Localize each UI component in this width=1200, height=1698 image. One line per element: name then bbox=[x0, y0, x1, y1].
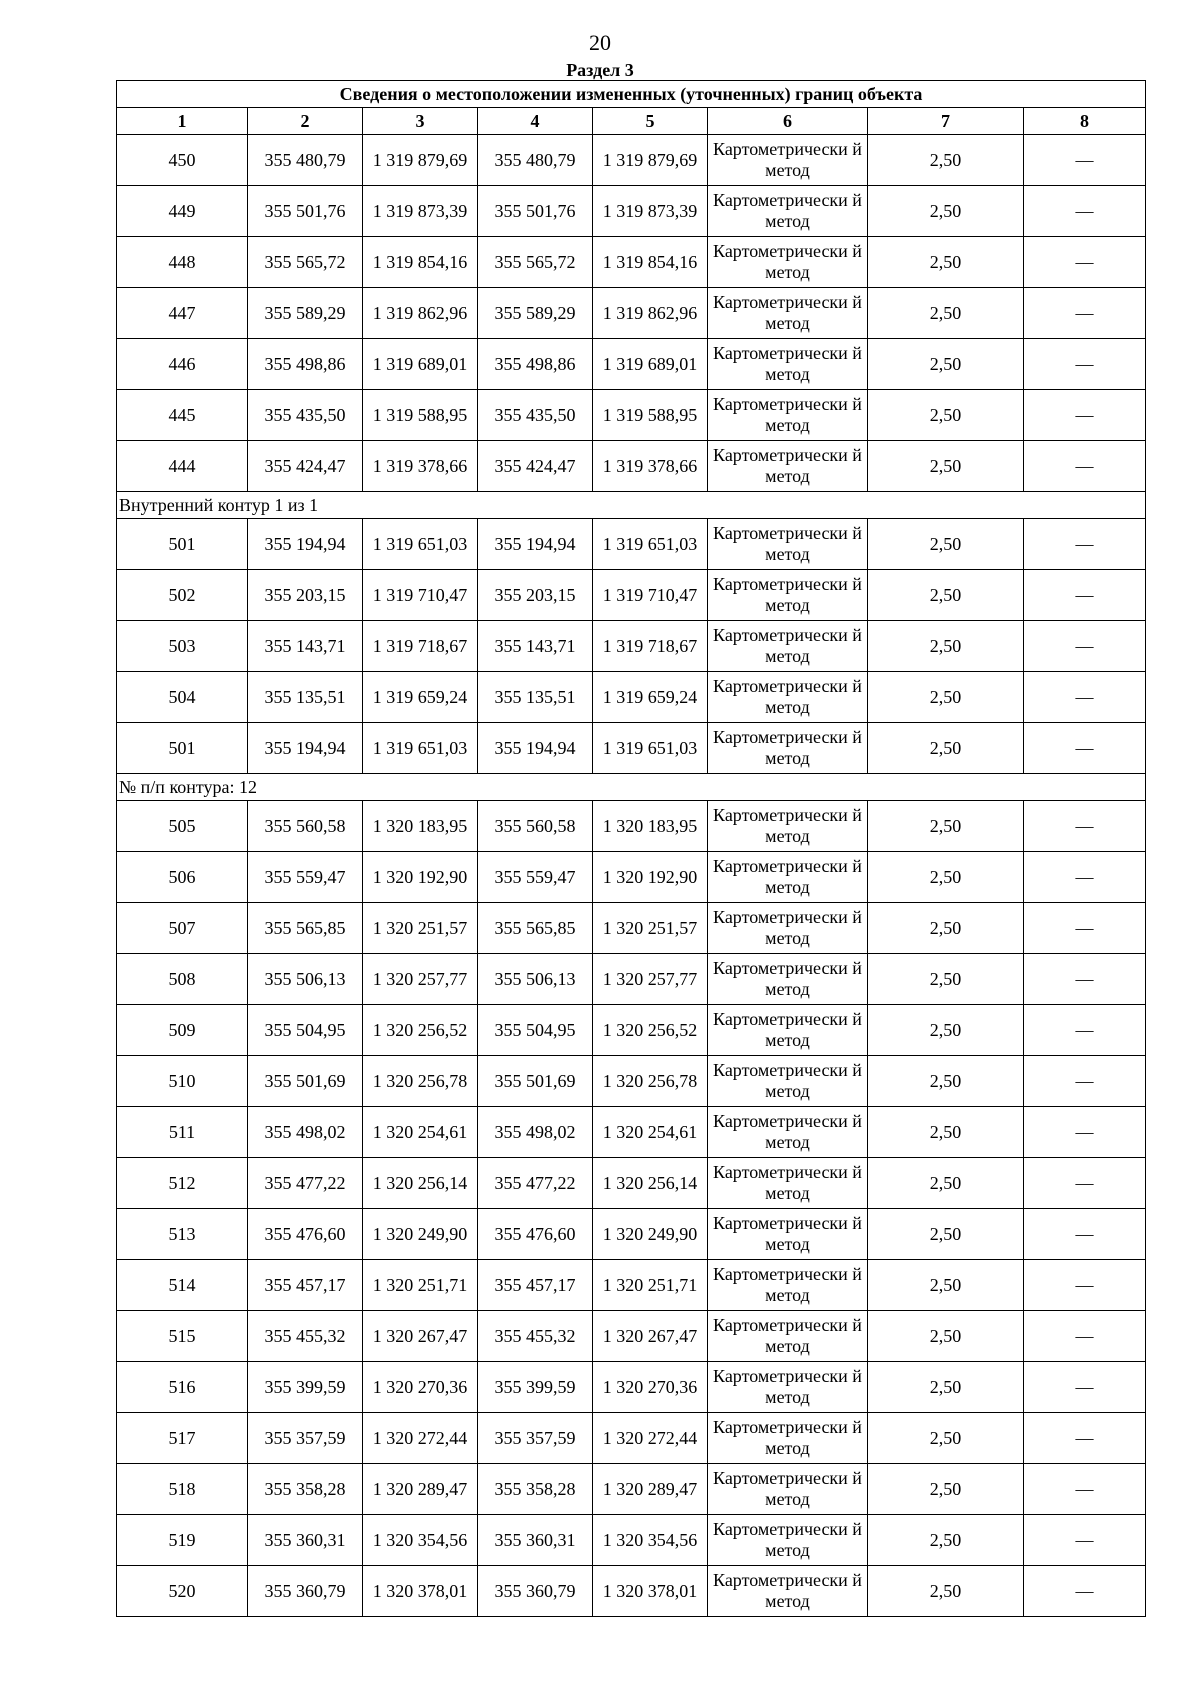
y-new-cell: 1 320 354,56 bbox=[593, 1515, 708, 1566]
point-number-cell: 517 bbox=[117, 1413, 248, 1464]
method-cell: Картометрически й метод bbox=[708, 1056, 868, 1107]
accuracy-cell: 2,50 bbox=[868, 1260, 1024, 1311]
point-number-cell: 448 bbox=[117, 237, 248, 288]
x-new-cell: 355 498,02 bbox=[478, 1107, 593, 1158]
y-existing-cell: 1 320 289,47 bbox=[363, 1464, 478, 1515]
point-number-cell: 518 bbox=[117, 1464, 248, 1515]
description-cell: — bbox=[1024, 1107, 1146, 1158]
y-new-cell: 1 319 659,24 bbox=[593, 672, 708, 723]
description-cell: — bbox=[1024, 570, 1146, 621]
description-cell: — bbox=[1024, 1464, 1146, 1515]
page-number: 20 bbox=[589, 30, 611, 55]
point-number-cell: 519 bbox=[117, 1515, 248, 1566]
table-caption: Сведения о местоположении измененных (уточненных) границ объекта bbox=[117, 81, 1146, 108]
x-existing-cell: 355 559,47 bbox=[248, 852, 363, 903]
description-cell: — bbox=[1024, 801, 1146, 852]
y-new-cell: 1 319 879,69 bbox=[593, 135, 708, 186]
accuracy-cell: 2,50 bbox=[868, 1005, 1024, 1056]
x-new-cell: 355 424,47 bbox=[478, 441, 593, 492]
x-new-cell: 355 506,13 bbox=[478, 954, 593, 1005]
table-row bbox=[117, 570, 1146, 621]
table-row bbox=[117, 672, 1146, 723]
column-number: 7 bbox=[868, 108, 1024, 135]
x-new-cell: 355 501,69 bbox=[478, 1056, 593, 1107]
accuracy-cell: 2,50 bbox=[868, 852, 1024, 903]
x-new-cell: 355 501,76 bbox=[478, 186, 593, 237]
accuracy-cell: 2,50 bbox=[868, 1566, 1024, 1617]
method-cell: Картометрически й метод bbox=[708, 519, 868, 570]
x-new-cell: 355 360,31 bbox=[478, 1515, 593, 1566]
x-new-cell: 355 477,22 bbox=[478, 1158, 593, 1209]
point-number-cell: 507 bbox=[117, 903, 248, 954]
y-existing-cell: 1 320 256,14 bbox=[363, 1158, 478, 1209]
point-number-cell: 511 bbox=[117, 1107, 248, 1158]
x-existing-cell: 355 194,94 bbox=[248, 519, 363, 570]
table-row bbox=[117, 1056, 1146, 1107]
table-row bbox=[117, 237, 1146, 288]
x-existing-cell: 355 135,51 bbox=[248, 672, 363, 723]
x-new-cell: 355 135,51 bbox=[478, 672, 593, 723]
x-new-cell: 355 589,29 bbox=[478, 288, 593, 339]
x-existing-cell: 355 589,29 bbox=[248, 288, 363, 339]
method-cell: Картометрически й метод bbox=[708, 1464, 868, 1515]
accuracy-cell: 2,50 bbox=[868, 1107, 1024, 1158]
point-number-cell: 505 bbox=[117, 801, 248, 852]
x-existing-cell: 355 477,22 bbox=[248, 1158, 363, 1209]
x-new-cell: 355 143,71 bbox=[478, 621, 593, 672]
description-cell: — bbox=[1024, 672, 1146, 723]
method-cell: Картометрически й метод bbox=[708, 1311, 868, 1362]
y-existing-cell: 1 320 256,78 bbox=[363, 1056, 478, 1107]
method-cell: Картометрически й метод bbox=[708, 903, 868, 954]
point-number-cell: 446 bbox=[117, 339, 248, 390]
description-cell: — bbox=[1024, 621, 1146, 672]
table-row bbox=[117, 801, 1146, 852]
description-cell: — bbox=[1024, 441, 1146, 492]
description-cell: — bbox=[1024, 237, 1146, 288]
x-existing-cell: 355 424,47 bbox=[248, 441, 363, 492]
x-new-cell: 355 360,79 bbox=[478, 1566, 593, 1617]
x-new-cell: 355 498,86 bbox=[478, 339, 593, 390]
y-new-cell: 1 319 873,39 bbox=[593, 186, 708, 237]
y-existing-cell: 1 319 651,03 bbox=[363, 519, 478, 570]
accuracy-cell: 2,50 bbox=[868, 186, 1024, 237]
method-cell: Картометрически й метод bbox=[708, 390, 868, 441]
x-new-cell: 355 559,47 bbox=[478, 852, 593, 903]
method-cell: Картометрически й метод bbox=[708, 237, 868, 288]
x-new-cell: 355 457,17 bbox=[478, 1260, 593, 1311]
x-new-cell: 355 194,94 bbox=[478, 723, 593, 774]
y-existing-cell: 1 319 378,66 bbox=[363, 441, 478, 492]
x-existing-cell: 355 194,94 bbox=[248, 723, 363, 774]
method-cell: Картометрически й метод bbox=[708, 1362, 868, 1413]
accuracy-cell: 2,50 bbox=[868, 1158, 1024, 1209]
contour-group-label: № п/п контура: 12 bbox=[117, 774, 1146, 801]
method-cell: Картометрически й метод bbox=[708, 672, 868, 723]
x-new-cell: 355 560,58 bbox=[478, 801, 593, 852]
x-existing-cell: 355 498,86 bbox=[248, 339, 363, 390]
method-cell: Картометрически й метод bbox=[708, 1209, 868, 1260]
description-cell: — bbox=[1024, 135, 1146, 186]
y-existing-cell: 1 320 254,61 bbox=[363, 1107, 478, 1158]
table-row bbox=[117, 723, 1146, 774]
x-new-cell: 355 565,85 bbox=[478, 903, 593, 954]
column-number-row bbox=[117, 108, 1146, 135]
accuracy-cell: 2,50 bbox=[868, 570, 1024, 621]
description-cell: — bbox=[1024, 1209, 1146, 1260]
y-existing-cell: 1 320 249,90 bbox=[363, 1209, 478, 1260]
accuracy-cell: 2,50 bbox=[868, 672, 1024, 723]
method-cell: Картометрически й метод bbox=[708, 1005, 868, 1056]
table-row bbox=[117, 852, 1146, 903]
x-existing-cell: 355 504,95 bbox=[248, 1005, 363, 1056]
table-row bbox=[117, 186, 1146, 237]
table-row bbox=[117, 1362, 1146, 1413]
description-cell: — bbox=[1024, 390, 1146, 441]
table-row bbox=[117, 1311, 1146, 1362]
description-cell: — bbox=[1024, 1515, 1146, 1566]
point-number-cell: 450 bbox=[117, 135, 248, 186]
x-existing-cell: 355 143,71 bbox=[248, 621, 363, 672]
x-new-cell: 355 565,72 bbox=[478, 237, 593, 288]
column-number: 4 bbox=[478, 108, 593, 135]
table-row bbox=[117, 1566, 1146, 1617]
y-new-cell: 1 319 588,95 bbox=[593, 390, 708, 441]
y-existing-cell: 1 320 354,56 bbox=[363, 1515, 478, 1566]
y-existing-cell: 1 320 272,44 bbox=[363, 1413, 478, 1464]
accuracy-cell: 2,50 bbox=[868, 1056, 1024, 1107]
y-new-cell: 1 319 862,96 bbox=[593, 288, 708, 339]
x-existing-cell: 355 360,31 bbox=[248, 1515, 363, 1566]
x-existing-cell: 355 358,28 bbox=[248, 1464, 363, 1515]
x-existing-cell: 355 357,59 bbox=[248, 1413, 363, 1464]
description-cell: — bbox=[1024, 1311, 1146, 1362]
x-existing-cell: 355 565,85 bbox=[248, 903, 363, 954]
y-existing-cell: 1 320 256,52 bbox=[363, 1005, 478, 1056]
accuracy-cell: 2,50 bbox=[868, 237, 1024, 288]
table-row bbox=[117, 1464, 1146, 1515]
y-existing-cell: 1 320 270,36 bbox=[363, 1362, 478, 1413]
accuracy-cell: 2,50 bbox=[868, 1413, 1024, 1464]
accuracy-cell: 2,50 bbox=[868, 135, 1024, 186]
point-number-cell: 449 bbox=[117, 186, 248, 237]
y-new-cell: 1 320 289,47 bbox=[593, 1464, 708, 1515]
method-cell: Картометрически й метод bbox=[708, 852, 868, 903]
x-new-cell: 355 357,59 bbox=[478, 1413, 593, 1464]
y-new-cell: 1 319 718,67 bbox=[593, 621, 708, 672]
section-title: Раздел 3 bbox=[566, 60, 634, 80]
method-cell: Картометрически й метод bbox=[708, 441, 868, 492]
x-new-cell: 355 435,50 bbox=[478, 390, 593, 441]
y-new-cell: 1 320 270,36 bbox=[593, 1362, 708, 1413]
description-cell: — bbox=[1024, 1566, 1146, 1617]
y-existing-cell: 1 319 588,95 bbox=[363, 390, 478, 441]
point-number-cell: 502 bbox=[117, 570, 248, 621]
table-body bbox=[117, 135, 1146, 1617]
y-existing-cell: 1 319 873,39 bbox=[363, 186, 478, 237]
y-existing-cell: 1 320 267,47 bbox=[363, 1311, 478, 1362]
table-row bbox=[117, 621, 1146, 672]
accuracy-cell: 2,50 bbox=[868, 723, 1024, 774]
method-cell: Картометрически й метод bbox=[708, 135, 868, 186]
y-existing-cell: 1 319 710,47 bbox=[363, 570, 478, 621]
table-row bbox=[117, 954, 1146, 1005]
accuracy-cell: 2,50 bbox=[868, 954, 1024, 1005]
x-existing-cell: 355 455,32 bbox=[248, 1311, 363, 1362]
accuracy-cell: 2,50 bbox=[868, 1209, 1024, 1260]
y-new-cell: 1 319 689,01 bbox=[593, 339, 708, 390]
y-new-cell: 1 319 378,66 bbox=[593, 441, 708, 492]
point-number-cell: 516 bbox=[117, 1362, 248, 1413]
y-existing-cell: 1 320 183,95 bbox=[363, 801, 478, 852]
y-new-cell: 1 320 272,44 bbox=[593, 1413, 708, 1464]
table-row bbox=[117, 441, 1146, 492]
method-cell: Картометрически й метод bbox=[708, 339, 868, 390]
method-cell: Картометрически й метод bbox=[708, 1260, 868, 1311]
y-existing-cell: 1 320 251,71 bbox=[363, 1260, 478, 1311]
point-number-cell: 504 bbox=[117, 672, 248, 723]
column-number: 5 bbox=[593, 108, 708, 135]
description-cell: — bbox=[1024, 1005, 1146, 1056]
x-existing-cell: 355 435,50 bbox=[248, 390, 363, 441]
table-row bbox=[117, 903, 1146, 954]
x-new-cell: 355 455,32 bbox=[478, 1311, 593, 1362]
point-number-cell: 520 bbox=[117, 1566, 248, 1617]
x-existing-cell: 355 480,79 bbox=[248, 135, 363, 186]
point-number-cell: 515 bbox=[117, 1311, 248, 1362]
description-cell: — bbox=[1024, 954, 1146, 1005]
method-cell: Картометрически й метод bbox=[708, 186, 868, 237]
method-cell: Картометрически й метод bbox=[708, 288, 868, 339]
table-row bbox=[117, 339, 1146, 390]
description-cell: — bbox=[1024, 1056, 1146, 1107]
accuracy-cell: 2,50 bbox=[868, 1311, 1024, 1362]
description-cell: — bbox=[1024, 339, 1146, 390]
table-row bbox=[117, 1005, 1146, 1056]
table-row bbox=[117, 390, 1146, 441]
method-cell: Картометрически й метод bbox=[708, 570, 868, 621]
y-new-cell: 1 320 267,47 bbox=[593, 1311, 708, 1362]
accuracy-cell: 2,50 bbox=[868, 339, 1024, 390]
description-cell: — bbox=[1024, 852, 1146, 903]
description-cell: — bbox=[1024, 903, 1146, 954]
method-cell: Картометрически й метод bbox=[708, 1158, 868, 1209]
table-row bbox=[117, 519, 1146, 570]
column-number: 6 bbox=[708, 108, 868, 135]
y-new-cell: 1 320 183,95 bbox=[593, 801, 708, 852]
x-new-cell: 355 203,15 bbox=[478, 570, 593, 621]
x-existing-cell: 355 501,69 bbox=[248, 1056, 363, 1107]
method-cell: Картометрически й метод bbox=[708, 1413, 868, 1464]
column-number: 3 bbox=[363, 108, 478, 135]
point-number-cell: 444 bbox=[117, 441, 248, 492]
point-number-cell: 503 bbox=[117, 621, 248, 672]
table-row bbox=[117, 1515, 1146, 1566]
x-new-cell: 355 504,95 bbox=[478, 1005, 593, 1056]
contour-group-row bbox=[117, 774, 1146, 801]
y-new-cell: 1 320 378,01 bbox=[593, 1566, 708, 1617]
accuracy-cell: 2,50 bbox=[868, 390, 1024, 441]
y-existing-cell: 1 319 718,67 bbox=[363, 621, 478, 672]
y-new-cell: 1 320 249,90 bbox=[593, 1209, 708, 1260]
point-number-cell: 509 bbox=[117, 1005, 248, 1056]
description-cell: — bbox=[1024, 1260, 1146, 1311]
x-existing-cell: 355 560,58 bbox=[248, 801, 363, 852]
method-cell: Картометрически й метод bbox=[708, 723, 868, 774]
method-cell: Картометрически й метод bbox=[708, 1566, 868, 1617]
accuracy-cell: 2,50 bbox=[868, 1362, 1024, 1413]
y-new-cell: 1 320 257,77 bbox=[593, 954, 708, 1005]
y-existing-cell: 1 319 854,16 bbox=[363, 237, 478, 288]
x-new-cell: 355 399,59 bbox=[478, 1362, 593, 1413]
boundary-coordinates-table bbox=[116, 80, 1146, 1617]
contour-group-row bbox=[117, 492, 1146, 519]
y-existing-cell: 1 320 192,90 bbox=[363, 852, 478, 903]
x-existing-cell: 355 498,02 bbox=[248, 1107, 363, 1158]
point-number-cell: 447 bbox=[117, 288, 248, 339]
x-existing-cell: 355 506,13 bbox=[248, 954, 363, 1005]
description-cell: — bbox=[1024, 1362, 1146, 1413]
y-new-cell: 1 320 256,78 bbox=[593, 1056, 708, 1107]
accuracy-cell: 2,50 bbox=[868, 1515, 1024, 1566]
y-existing-cell: 1 319 651,03 bbox=[363, 723, 478, 774]
y-new-cell: 1 319 854,16 bbox=[593, 237, 708, 288]
accuracy-cell: 2,50 bbox=[868, 621, 1024, 672]
x-existing-cell: 355 360,79 bbox=[248, 1566, 363, 1617]
x-new-cell: 355 358,28 bbox=[478, 1464, 593, 1515]
accuracy-cell: 2,50 bbox=[868, 903, 1024, 954]
description-cell: — bbox=[1024, 1413, 1146, 1464]
y-new-cell: 1 319 651,03 bbox=[593, 723, 708, 774]
table-row bbox=[117, 1107, 1146, 1158]
method-cell: Картометрически й метод bbox=[708, 954, 868, 1005]
table-row bbox=[117, 135, 1146, 186]
method-cell: Картометрически й метод bbox=[708, 801, 868, 852]
x-new-cell: 355 480,79 bbox=[478, 135, 593, 186]
y-existing-cell: 1 319 879,69 bbox=[363, 135, 478, 186]
x-existing-cell: 355 476,60 bbox=[248, 1209, 363, 1260]
point-number-cell: 445 bbox=[117, 390, 248, 441]
y-existing-cell: 1 320 251,57 bbox=[363, 903, 478, 954]
point-number-cell: 506 bbox=[117, 852, 248, 903]
method-cell: Картометрически й метод bbox=[708, 1107, 868, 1158]
method-cell: Картометрически й метод bbox=[708, 1515, 868, 1566]
accuracy-cell: 2,50 bbox=[868, 801, 1024, 852]
x-existing-cell: 355 501,76 bbox=[248, 186, 363, 237]
x-new-cell: 355 476,60 bbox=[478, 1209, 593, 1260]
x-existing-cell: 355 203,15 bbox=[248, 570, 363, 621]
table-row bbox=[117, 1158, 1146, 1209]
description-cell: — bbox=[1024, 288, 1146, 339]
point-number-cell: 514 bbox=[117, 1260, 248, 1311]
description-cell: — bbox=[1024, 723, 1146, 774]
y-new-cell: 1 320 251,71 bbox=[593, 1260, 708, 1311]
y-new-cell: 1 320 256,14 bbox=[593, 1158, 708, 1209]
y-new-cell: 1 320 251,57 bbox=[593, 903, 708, 954]
table-row bbox=[117, 1260, 1146, 1311]
point-number-cell: 512 bbox=[117, 1158, 248, 1209]
description-cell: — bbox=[1024, 519, 1146, 570]
accuracy-cell: 2,50 bbox=[868, 288, 1024, 339]
y-existing-cell: 1 319 659,24 bbox=[363, 672, 478, 723]
column-number: 2 bbox=[248, 108, 363, 135]
x-existing-cell: 355 399,59 bbox=[248, 1362, 363, 1413]
point-number-cell: 501 bbox=[117, 723, 248, 774]
accuracy-cell: 2,50 bbox=[868, 519, 1024, 570]
y-new-cell: 1 320 256,52 bbox=[593, 1005, 708, 1056]
description-cell: — bbox=[1024, 186, 1146, 237]
y-existing-cell: 1 319 862,96 bbox=[363, 288, 478, 339]
y-existing-cell: 1 320 257,77 bbox=[363, 954, 478, 1005]
x-existing-cell: 355 565,72 bbox=[248, 237, 363, 288]
y-new-cell: 1 320 254,61 bbox=[593, 1107, 708, 1158]
x-existing-cell: 355 457,17 bbox=[248, 1260, 363, 1311]
method-cell: Картометрически й метод bbox=[708, 621, 868, 672]
x-new-cell: 355 194,94 bbox=[478, 519, 593, 570]
y-existing-cell: 1 319 689,01 bbox=[363, 339, 478, 390]
y-new-cell: 1 319 651,03 bbox=[593, 519, 708, 570]
contour-group-label: Внутренний контур 1 из 1 bbox=[117, 492, 1146, 519]
y-existing-cell: 1 320 378,01 bbox=[363, 1566, 478, 1617]
point-number-cell: 508 bbox=[117, 954, 248, 1005]
accuracy-cell: 2,50 bbox=[868, 1464, 1024, 1515]
table-row bbox=[117, 1209, 1146, 1260]
table-row bbox=[117, 1413, 1146, 1464]
column-number: 8 bbox=[1024, 108, 1146, 135]
y-new-cell: 1 319 710,47 bbox=[593, 570, 708, 621]
description-cell: — bbox=[1024, 1158, 1146, 1209]
accuracy-cell: 2,50 bbox=[868, 441, 1024, 492]
point-number-cell: 510 bbox=[117, 1056, 248, 1107]
point-number-cell: 513 bbox=[117, 1209, 248, 1260]
table-row bbox=[117, 288, 1146, 339]
column-number: 1 bbox=[117, 108, 248, 135]
point-number-cell: 501 bbox=[117, 519, 248, 570]
y-new-cell: 1 320 192,90 bbox=[593, 852, 708, 903]
